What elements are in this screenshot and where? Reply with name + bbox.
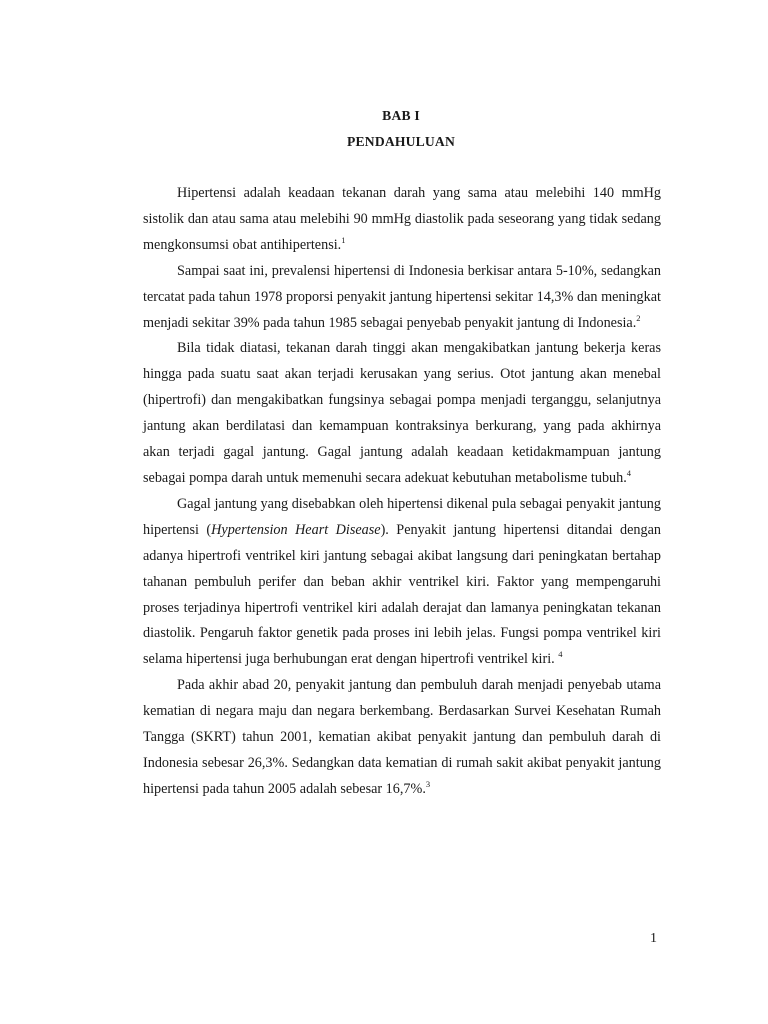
footnote-ref: 3 <box>425 778 431 789</box>
chapter-heading: BAB I <box>382 108 420 123</box>
chapter-title: PENDAHULUAN <box>347 134 455 149</box>
paragraph-text: Sampai saat ini, prevalensi hipertensi di Indonesia berkisar antara 5-10%, sedangkan tercatat pada tahun 1978 proporsi penyakit jantung hipertensi sekitar 14,3% dan meningkat menjadi sekitar 39% pada tahun 1985 sebagai penyebab penyakit jantung di Indonesia. <box>143 262 661 331</box>
footnote-ref: 1 <box>341 234 346 245</box>
paragraph <box>143 336 661 491</box>
paragraph-text: Bila tidak diatasi, tekanan darah tinggi akan mengakibatkan jantung bekerja keras hingga pada suatu saat akan terjadi kerusakan yang serius. Otot jantung akan menebal (hipertrofi) dan mengakibatkan fungsinya sebagai pompa menjadi terganggu, selanjutnya jantung akan berdilatasi dan kemampuan kontraksinya berkurang, yang pada akhirnya akan terjadi gagal jantung. Gagal jantung adalah keadaan ketidakmampuan jantung sebagai pompa darah untuk memenuhi secara adekuat kebutuhan metabolisme tubuh. <box>143 340 661 486</box>
footnote-ref: 2 <box>636 312 641 323</box>
paragraph-text: Gagal jantung yang disebabkan oleh hipertensi dikenal pula sebagai penyakit jantung hipertensi ( <box>143 495 661 538</box>
paragraph-text: ). Penyakit jantung hipertensi ditandai dengan adanya hipertrofi ventrikel kiri jantung sebagai akibat langsung dari peningkatan bertahap tahanan pembuluh perifer dan beban akhir ventrikel kiri. Faktor yang mempengaruhi proses terjadinya hipertrofi ventrikel kiri adalah derajat dan lamanya peningkatan tekanan diastolik. Pengaruh faktor genetik pada proses ini lebih jelas. Fungsi pompa ventrikel kiri selama hipertensi juga berhubungan erat dengan hipertrofi ventrikel kiri. <box>143 521 662 668</box>
paragraph <box>143 673 661 803</box>
italic-term: Hypertension Heart Disease <box>211 521 381 538</box>
footnote-ref: 4 <box>626 467 632 478</box>
body-text <box>143 181 661 803</box>
paragraph <box>143 492 661 673</box>
paragraph-text: Pada akhir abad 20, penyakit jantung dan pembuluh darah menjadi penyebab utama kematian di negara maju dan negara berkembang. Berdasarkan Survei Kesehatan Rumah Tangga (SKRT) tahun 2001, kematian akibat penyakit jantung dan pembuluh darah di Indonesia sebesar 26,3%. Sedangkan data kematian di rumah sakit akibat penyakit jantung hipertensi pada tahun 2005 adalah sebesar 16,7%. <box>143 677 661 797</box>
paragraph <box>143 181 661 259</box>
footnote-ref: 4 <box>558 649 563 660</box>
paragraph <box>143 259 661 337</box>
page-number: 1 <box>650 931 657 946</box>
paragraph-text: Hipertensi adalah keadaan tekanan darah yang sama atau melebihi 140 mmHg sistolik dan atau sama atau melebihi 90 mmHg diastolik pada seseorang yang tidak sedang mengkonsumsi obat antihipertensi. <box>143 185 661 253</box>
